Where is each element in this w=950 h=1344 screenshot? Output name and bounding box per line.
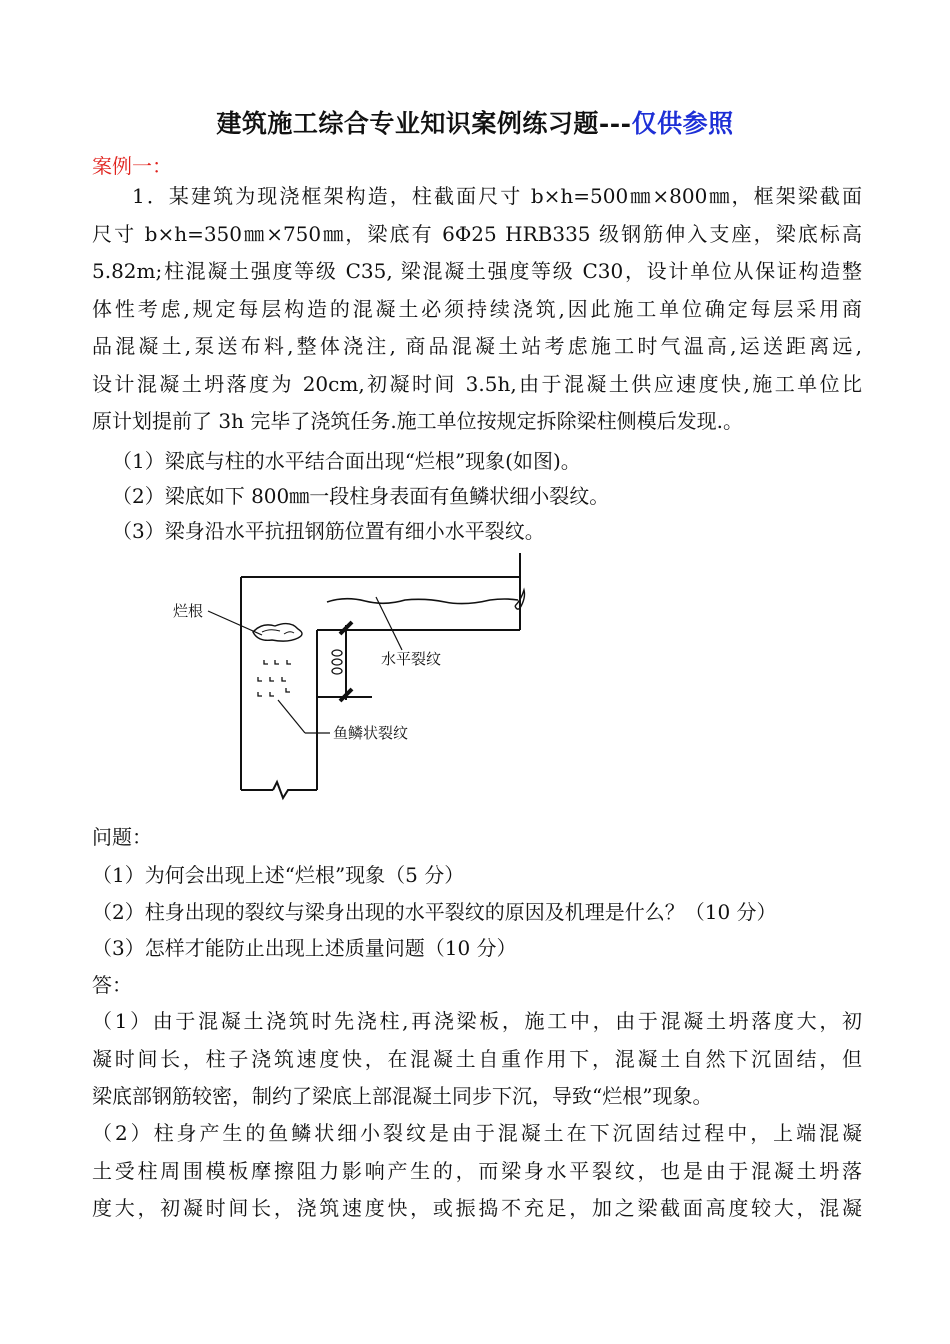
finding-item: （2）梁底如下 800㎜一段柱身表面有鱼鳞状细小裂纹。 [112, 484, 610, 508]
intro-line: 尺寸 b×h=350㎜×750㎜，梁底有 6Φ25 HRB335 级钢筋伸入支座，梁底标高 [92, 222, 862, 246]
case-heading: 案例一： [92, 154, 172, 178]
intro-line: 5.82m;柱混凝土强度等级 C35, 梁混凝土强度等级 C30，设计单位从保证构造整 [92, 259, 862, 283]
label-horizontal-crack: 水平裂纹 [381, 650, 442, 668]
answer-line: 凝时间长，柱子浇筑速度快，在混凝土自重作用下，混凝土自然下沉固结，但 [92, 1047, 862, 1071]
label-rotten-root: 烂根 [173, 602, 204, 620]
answer-line: 土受柱周围模板摩擦阻力影响产生的，而梁身水平裂纹，也是由于混凝土坍落 [92, 1159, 862, 1183]
answer-line: 度大，初凝时间长，浇筑速度快，或振捣不充足，加之梁截面高度较大，混凝 [92, 1196, 862, 1220]
finding-item: （3）梁身沿水平抗扭钢筋位置有细小水平裂纹。 [112, 519, 545, 543]
answers-heading: 答： [92, 973, 132, 997]
answer-line: （1）由于混凝土浇筑时先浇柱,再浇梁板，施工中，由于混凝土坍落度大，初 [92, 1009, 862, 1033]
beam-column-diagram [0, 540, 950, 810]
horizontal-crack-line [327, 599, 518, 604]
question-item: （3）怎样才能防止出现上述质量问题（10 分） [92, 936, 517, 960]
intro-line: 原计划提前了 3h 完毕了浇筑任务.施工单位按规定拆除梁柱侧模后发现.。 [92, 409, 744, 433]
finding-item: （1）梁底与柱的水平结合面出现“烂根”现象(如图)。 [112, 449, 581, 473]
question-item: （2）柱身出现的裂纹与梁身出现的水平裂纹的原因及机理是什么？（10 分） [92, 900, 777, 924]
answer-line: 梁底部钢筋较密，制约了梁底上部混凝土同步下沉，导致“烂根”现象。 [92, 1084, 713, 1108]
rotten-root-blob [253, 624, 302, 642]
label-fish-scale-crack: 鱼鳞状裂纹 [333, 724, 409, 742]
title-highlight: 仅供参照 [631, 109, 734, 138]
intro-line: 1．某建筑为现浇框架构造，柱截面尺寸 b×h=500㎜×800㎜，框架梁截面 [132, 184, 862, 208]
answer-line: （2）柱身产生的鱼鳞状细小裂纹是由于混凝土在下沉固结过程中，上端混凝 [92, 1121, 862, 1145]
questions-heading: 问题： [92, 825, 152, 849]
intro-line: 体性考虑,规定每层构造的混凝土必须持续浇筑,因此施工单位确定每层采用商 [92, 297, 862, 321]
title-main: 建筑施工综合专业知识案例练习题--- [216, 109, 632, 138]
intro-line: 设计混凝土坍落度为 20cm,初凝时间 3.5h,由于混凝土供应速度快,施工单位比 [92, 372, 862, 396]
question-item: （1）为何会出现上述“烂根”现象（5 分） [92, 863, 465, 887]
intro-line: 品混凝土,泵送布料,整体浇注, 商品混凝土站考虑施工时气温高,运送距离远, [92, 334, 862, 358]
page-title [0, 104, 950, 140]
